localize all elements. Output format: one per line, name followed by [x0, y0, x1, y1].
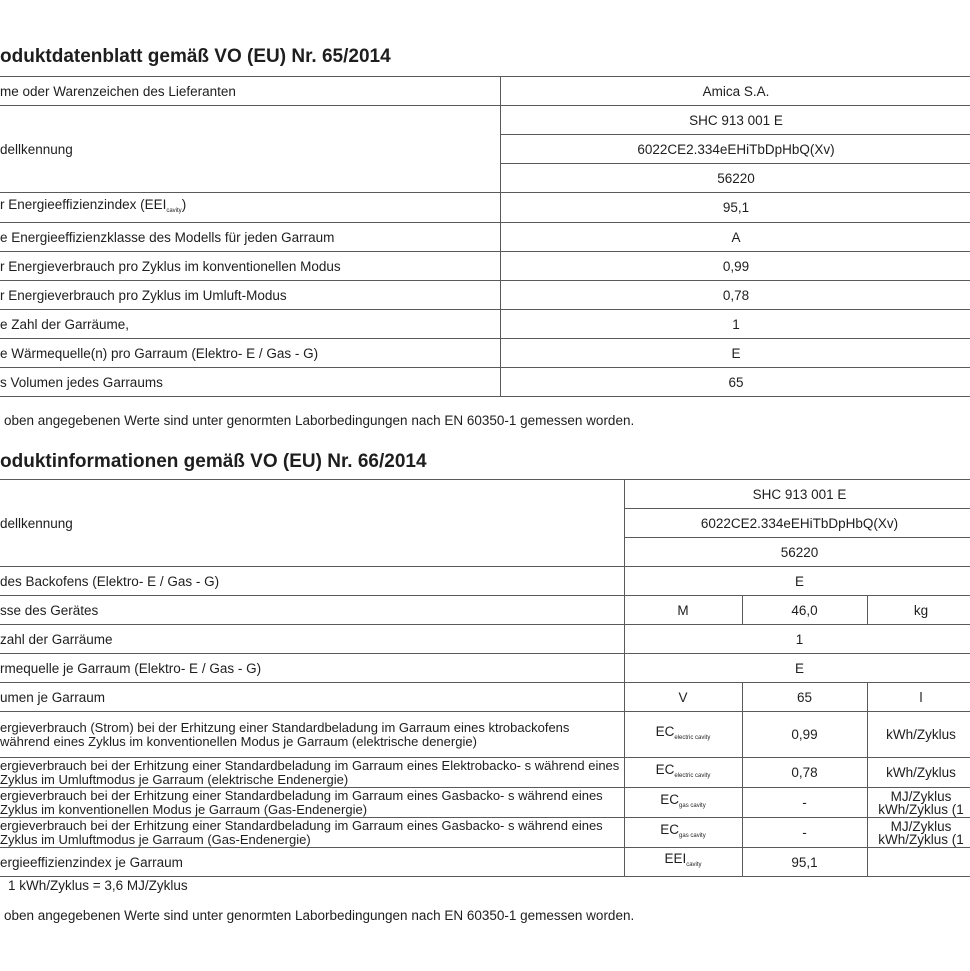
- table-row: [0, 788, 970, 818]
- row-value: 46,0: [742, 596, 867, 625]
- row-label: umen je Garraum: [0, 683, 624, 712]
- row-value: 95,1: [742, 848, 867, 877]
- section1-note: oben angegebenen Werte sind unter genormten Laborbedingungen nach EN 60350-1 gemessen worden.: [4, 413, 635, 428]
- row-value: 0,78: [500, 281, 970, 310]
- row-value: 6022CE2.334eEHiTbDpHbQ(Xv): [624, 509, 970, 538]
- row-label: ergieverbrauch bei der Erhitzung einer Standardbeladung im Garraum eines Gasbacko- s während eines Zyklus im konventionellen Modus je Garraum (Gas-Endenergie): [0, 788, 624, 818]
- row-symbol: V: [624, 683, 742, 712]
- row-label: me oder Warenzeichen des Lieferanten: [0, 77, 500, 106]
- section2-note: oben angegebenen Werte sind unter genormten Laborbedingungen nach EN 60350-1 gemessen worden.: [4, 908, 635, 923]
- row-value: E: [624, 654, 970, 683]
- row-value: 1: [624, 625, 970, 654]
- row-label: r Energieverbrauch pro Zyklus im Umluft-Modus: [0, 281, 500, 310]
- table-row: [0, 193, 970, 223]
- row-label: des Backofens (Elektro- E / Gas - G): [0, 567, 624, 596]
- row-label: r Energieverbrauch pro Zyklus im konventionellen Modus: [0, 252, 500, 281]
- row-symbol: $EC_{gas cavity}$: [624, 818, 742, 848]
- table-row: [0, 848, 970, 877]
- row-symbol: $EC_{electric cavity}$: [624, 758, 742, 788]
- row-value: E: [624, 567, 970, 596]
- row-value: 0,78: [742, 758, 867, 788]
- table-row: [0, 106, 970, 135]
- table-row: [0, 223, 970, 252]
- table-row: [0, 596, 970, 625]
- table-row: [0, 368, 970, 397]
- row-label: dellkennung: [0, 106, 500, 193]
- table-row: [0, 654, 970, 683]
- row-unit: kWh/Zyklus: [867, 758, 970, 788]
- row-unit: MJ/Zyklus kWh/Zyklus (1: [867, 818, 970, 848]
- row-label: ergieverbrauch bei der Erhitzung einer Standardbeladung im Garraum eines Elektrobacko- s während eines Zyklus im Umluftmodus je Garraum (elektrische Endenergie): [0, 758, 624, 788]
- row-value: 56220: [500, 164, 970, 193]
- row-symbol: M: [624, 596, 742, 625]
- row-unit: [867, 848, 970, 877]
- section2-table: [0, 479, 970, 877]
- row-value: 0,99: [742, 712, 867, 758]
- row-label: rmequelle je Garraum (Elektro- E / Gas - G): [0, 654, 624, 683]
- row-label: e Zahl der Garräume,: [0, 310, 500, 339]
- row-symbol: $EEI_{cavity}$: [624, 848, 742, 877]
- row-label: dellkennung: [0, 480, 624, 567]
- row-value: E: [500, 339, 970, 368]
- row-value: SHC 913 001 E: [624, 480, 970, 509]
- row-label: ergieverbrauch (Strom) bei der Erhitzung einer Standardbeladung im Garraum eines ktrobackofens während eines Zyklus im konventionellen Modus je Garraum (elektrische denergie): [0, 712, 624, 758]
- row-label: ergieverbrauch bei der Erhitzung einer Standardbeladung im Garraum eines Gasbacko- s während eines Zyklus im Umluftmodus je Garraum (Gas-Endenergie): [0, 818, 624, 848]
- row-value: 1: [500, 310, 970, 339]
- section1-table: [0, 76, 970, 397]
- table-row: [0, 252, 970, 281]
- row-value: SHC 913 001 E: [500, 106, 970, 135]
- table-row: [0, 77, 970, 106]
- row-value: 95,1: [500, 193, 970, 223]
- row-value: 65: [742, 683, 867, 712]
- table-row: [0, 625, 970, 654]
- row-value: 56220: [624, 538, 970, 567]
- row-value: Amica S.A.: [500, 77, 970, 106]
- row-label: e Energieeffizienzklasse des Modells für jeden Garraum: [0, 223, 500, 252]
- row-value: -: [742, 818, 867, 848]
- table-row: [0, 758, 970, 788]
- row-unit: kg: [867, 596, 970, 625]
- row-value: 0,99: [500, 252, 970, 281]
- row-unit: l: [867, 683, 970, 712]
- row-label: zahl der Garräume: [0, 625, 624, 654]
- table-row: [0, 683, 970, 712]
- row-symbol: $EC_{electric cavity}$: [624, 712, 742, 758]
- table-row: [0, 567, 970, 596]
- row-unit: kWh/Zyklus: [867, 712, 970, 758]
- table-row: [0, 818, 970, 848]
- row-value: A: [500, 223, 970, 252]
- row-value: -: [742, 788, 867, 818]
- table-row: [0, 281, 970, 310]
- row-value: 65: [500, 368, 970, 397]
- table-row: [0, 310, 970, 339]
- row-symbol: $EC_{gas cavity}$: [624, 788, 742, 818]
- section1-title: oduktdatenblatt gemäß VO (EU) Nr. 65/2014: [0, 46, 391, 67]
- section2-title: oduktinformationen gemäß VO (EU) Nr. 66/2014: [0, 451, 427, 472]
- row-unit: MJ/Zyklus kWh/Zyklus (1: [867, 788, 970, 818]
- row-label: r Energieeffizienzindex $(EEI_{cavity})$: [0, 193, 500, 223]
- row-label: sse des Gerätes: [0, 596, 624, 625]
- section2-footnote: 1 kWh/Zyklus = 3,6 MJ/Zyklus: [8, 878, 188, 893]
- row-label: s Volumen jedes Garraums: [0, 368, 500, 397]
- table-row: [0, 339, 970, 368]
- row-label: e Wärmequelle(n) pro Garraum (Elektro- E / Gas - G): [0, 339, 500, 368]
- row-label: ergieeffizienzindex je Garraum: [0, 848, 624, 877]
- table-row: [0, 480, 970, 509]
- row-value: 6022CE2.334eEHiTbDpHbQ(Xv): [500, 135, 970, 164]
- table-row: [0, 712, 970, 758]
